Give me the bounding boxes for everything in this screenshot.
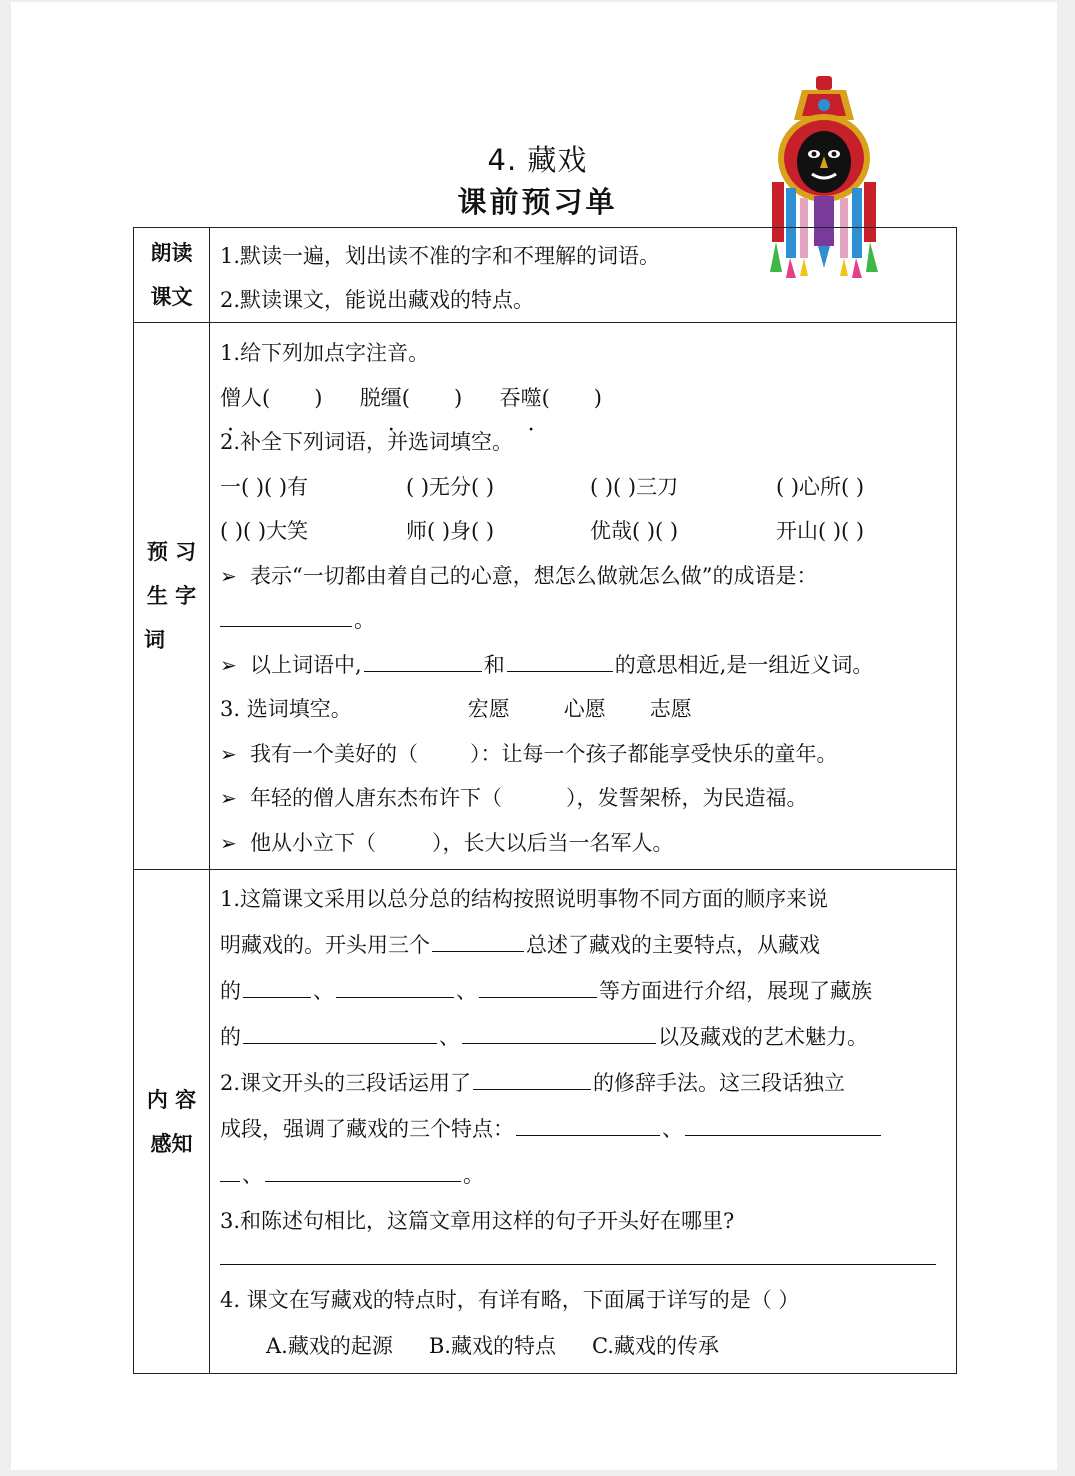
word-choice: 心愿 — [563, 697, 606, 721]
section-read-aloud — [134, 228, 957, 323]
arrow-question-1-answer: 。 — [220, 598, 950, 643]
section-preview-words — [134, 323, 957, 870]
worksheet-subtitle: 课前预习单 — [457, 185, 618, 219]
answer-blank[interactable] — [364, 645, 482, 672]
read-item-1: 1.默读一遍，划出读不准的字和不理解的词语。 — [220, 244, 661, 268]
idiom-blank-item[interactable]: 师( )身( ) — [406, 519, 495, 543]
pinyin-item[interactable]: 脱缰( ) — [359, 385, 463, 410]
answer-blank[interactable] — [507, 645, 613, 672]
idiom-row-1 — [220, 465, 950, 510]
section-body-read — [210, 228, 957, 323]
pinyin-item[interactable]: 僧人( ) — [220, 385, 323, 410]
section-label-preview: 预 习 生 字 词 — [134, 323, 210, 870]
content-q4: 4. 课文在写藏戏的特点时，有详有略，下面属于详写的是（ ） — [220, 1288, 800, 1312]
preview-q2: 2.补全下列词语，并选词填空。 — [220, 430, 514, 454]
answer-blank[interactable] — [243, 1017, 437, 1044]
answer-blank[interactable] — [265, 1155, 461, 1182]
word-choice: 宏愿 — [467, 697, 510, 721]
fill-sentence-3: ➢ 他从小立下（ ），长大以后当一名军人。 — [220, 821, 950, 866]
read-item-2: 2.默读课文，能说出藏戏的特点。 — [220, 288, 535, 312]
arrowhead-icon: ➢ — [220, 786, 237, 810]
pinyin-row — [220, 376, 950, 421]
arrow-question-2: ➢ 以上词语中, 和 的意思相近,是一组近义词。 — [220, 643, 950, 688]
arrow-question-1: ➢ 表示“一切都由着自己的心意，想怎么做就怎么做”的成语是： — [220, 554, 950, 599]
idiom-row-2 — [220, 509, 950, 554]
worksheet-table — [133, 227, 957, 1374]
section-label-content: 内 容 感知 — [134, 870, 210, 1374]
idiom-blank-item[interactable]: 一( )( )有 — [220, 474, 309, 499]
section-body-content — [210, 870, 957, 1374]
option-c[interactable]: C.藏戏的传承 — [591, 1334, 719, 1358]
arrowhead-icon: ➢ — [220, 830, 237, 855]
idiom-blank-item[interactable]: 优哉( )( ) — [590, 519, 679, 543]
idiom-blank-item[interactable]: ( )( )三刀 — [590, 474, 679, 499]
arrowhead-icon: ➢ — [220, 563, 237, 588]
arrowhead-icon: ➢ — [220, 652, 237, 677]
arrowhead-icon: ➢ — [220, 741, 237, 766]
answer-blank[interactable] — [462, 1017, 656, 1044]
answer-blank[interactable] — [685, 1109, 881, 1136]
content-q1-line3: 的 、 、 等方面进行介绍，展现了藏族 — [220, 968, 950, 1014]
answer-blank[interactable] — [220, 600, 352, 627]
preview-q3: 3. 选词填空。 宏愿 心愿 志愿 — [220, 697, 692, 721]
content-q1-line4: 的 、 以及藏戏的艺术魅力。 — [220, 1014, 950, 1060]
answer-blank[interactable] — [479, 971, 597, 998]
section-body-preview — [210, 323, 957, 870]
answer-blank[interactable] — [243, 971, 311, 998]
section-label-read: 朗读 课文 — [134, 228, 210, 323]
idiom-blank-item[interactable]: ( )( )大笑 — [220, 519, 309, 543]
content-q1-line1: 1.这篇课文采用以总分总的结构按照说明事物不同方面的顺序来说 — [220, 887, 829, 911]
answer-blank[interactable] — [432, 925, 524, 952]
lesson-title: 4. 藏戏 — [487, 143, 588, 177]
answer-blank[interactable] — [516, 1109, 660, 1136]
content-q2-line1: 2.课文开头的三段话运用了 的修辞手法。这三段话独立 — [220, 1060, 950, 1106]
word-choice: 志愿 — [649, 697, 692, 721]
answer-blank[interactable] — [336, 971, 454, 998]
section-content-perception — [134, 870, 957, 1374]
answer-blank[interactable] — [220, 1155, 240, 1182]
idiom-blank-item[interactable]: ( )心所( ) — [776, 474, 865, 499]
fill-sentence-1: ➢ 我有一个美好的（ ）：让每一个孩子都能享受快乐的童年。 — [220, 732, 950, 777]
fill-sentence-2: ➢ 年轻的僧人唐东杰布许下（ ），发誓架桥，为民造福。 — [220, 776, 950, 821]
content-q2-line2: 成段，强调了藏戏的三个特点： 、 — [220, 1106, 950, 1152]
content-q2-line3: 、 。 — [220, 1152, 950, 1198]
content-q1-line2: 明藏戏的。开头用三个 总述了藏戏的主要特点，从藏戏 — [220, 922, 950, 968]
idiom-blank-item[interactable]: 开山( )( ) — [776, 519, 865, 543]
idiom-blank-item[interactable]: ( )无分( ) — [406, 474, 495, 499]
pinyin-item[interactable]: 吞噬( ) — [499, 385, 602, 410]
preview-q1: 1.给下列加点字注音。 — [220, 341, 430, 365]
option-b[interactable]: B.藏戏的特点 — [428, 1334, 556, 1358]
content-q4-options — [220, 1323, 950, 1369]
option-a[interactable]: A.藏戏的起源 — [266, 1334, 393, 1358]
answer-line[interactable] — [220, 1244, 936, 1265]
content-q3: 3.和陈述句相比，这篇文章用这样的句子开头好在哪里? — [220, 1209, 735, 1233]
answer-blank[interactable] — [473, 1063, 591, 1090]
